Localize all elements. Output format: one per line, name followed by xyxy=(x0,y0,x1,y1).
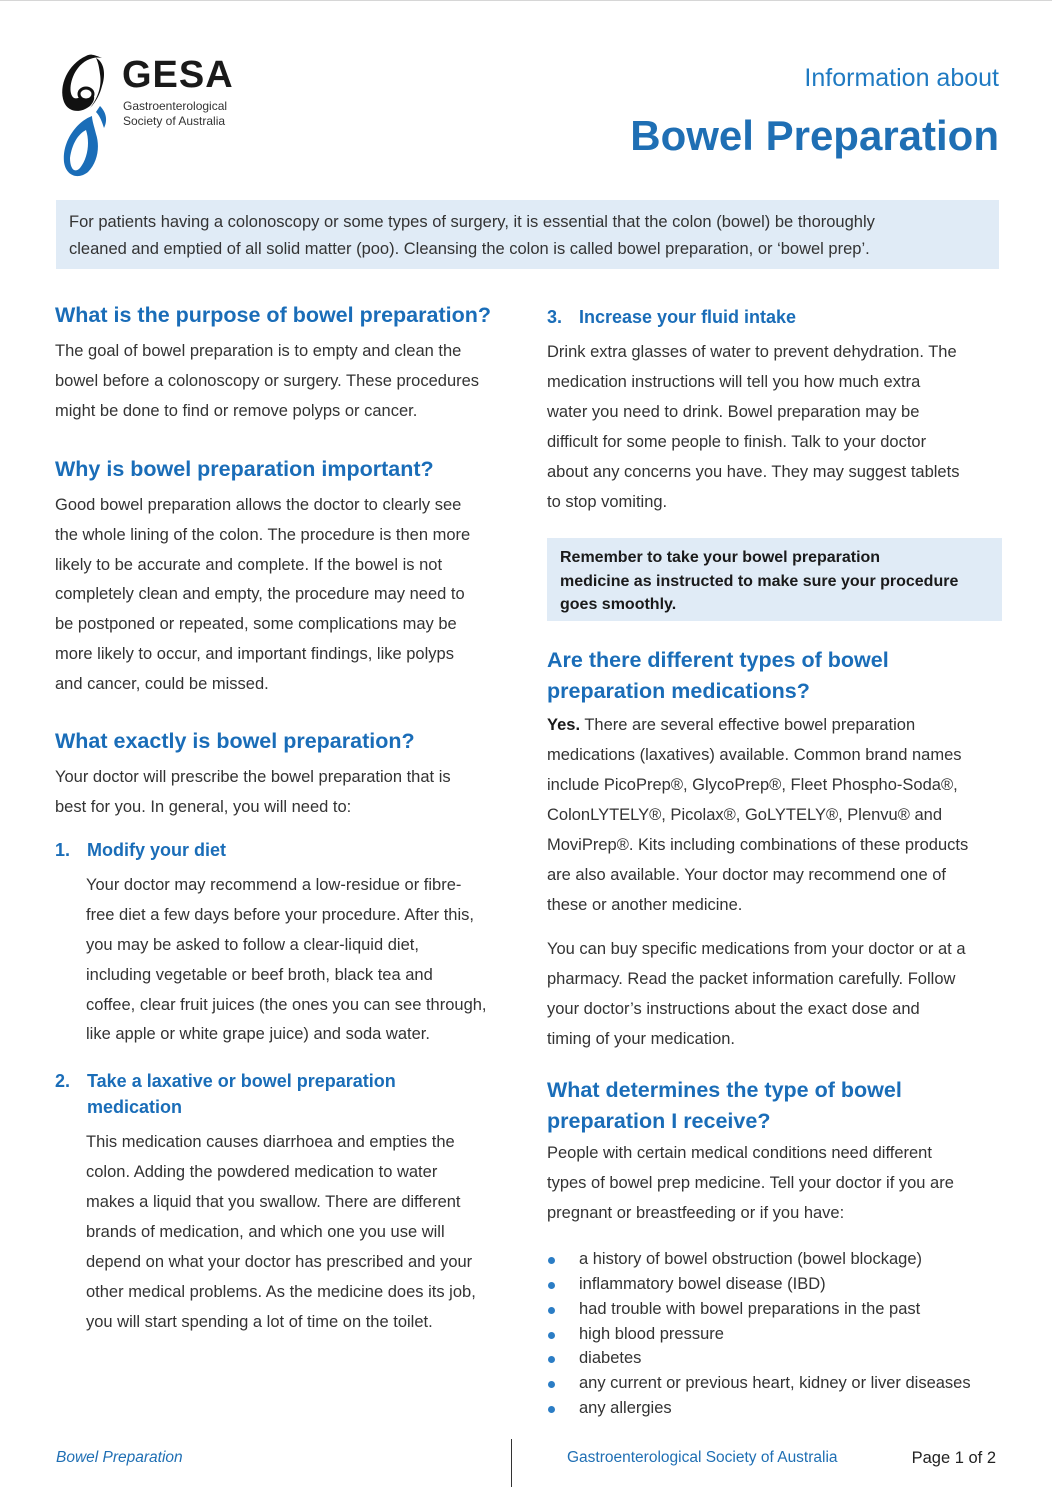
list-item-text: high blood pressure xyxy=(579,1324,724,1343)
text-line: medication instructions will tell you how much extra xyxy=(547,372,921,391)
list-item-text: inflammatory bowel disease (IBD) xyxy=(579,1274,826,1293)
list-item xyxy=(547,1272,1002,1297)
list-item-text: any allergies xyxy=(579,1398,672,1417)
step-2-paragraph xyxy=(55,1128,510,1337)
intro-box xyxy=(56,200,999,269)
section-heading-determines xyxy=(547,1075,1002,1137)
text-line: the whole lining of the colon. The procedure is then more xyxy=(55,525,471,544)
text-line: pharmacy. Read the packet information carefully. Follow xyxy=(547,969,956,988)
list-item-text: a history of bowel obstruction (bowel blockage) xyxy=(579,1250,923,1269)
text-line: about any concerns you have. They may suggest tablets xyxy=(547,462,960,481)
callout-line: medicine as instructed to make sure your procedure xyxy=(560,572,959,590)
step-1-paragraph xyxy=(55,871,510,1050)
section-heading-important: Why is bowel preparation important? xyxy=(55,456,434,481)
step-1-heading xyxy=(55,837,510,863)
text-line: ColonLYTELY®, Picolax®, GoLYTELY®, Plenvu® and xyxy=(547,806,943,825)
logo-sub-line: Gastroenterological xyxy=(123,99,228,113)
conditions-list xyxy=(547,1247,1002,1421)
intro-line: For patients having a colonoscopy or some types of surgery, it is essential that the colon (bowel) be thoroughly xyxy=(69,213,875,231)
text-line: colon. Adding the powdered medication to water xyxy=(86,1163,438,1182)
step-title: Increase your fluid intake xyxy=(579,307,797,327)
text-line: your doctor’s instructions about the exact dose and xyxy=(547,999,920,1018)
purpose-paragraph xyxy=(55,337,510,427)
footer-divider xyxy=(511,1439,512,1487)
logo-name: GESA xyxy=(122,54,234,96)
text-line: free diet a few days before your procedure. After this, xyxy=(86,905,474,924)
bullet-icon xyxy=(548,1257,555,1264)
footer-organization: Gastroenterological Society of Australia xyxy=(567,1449,838,1466)
bullet-icon xyxy=(548,1282,555,1289)
text-line: coffee, clear fruit juices (the ones you can see through, xyxy=(86,995,487,1014)
section-heading-exactly: What exactly is bowel preparation? xyxy=(55,729,415,754)
text-line: water you need to drink. Bowel preparation may be xyxy=(547,402,920,421)
list-item-text: diabetes xyxy=(579,1349,642,1368)
important-paragraph xyxy=(55,491,510,700)
logo-subtitle xyxy=(123,99,227,129)
step-title: Modify your diet xyxy=(87,839,226,860)
text-line: brands of medication, and which one you use will xyxy=(86,1223,445,1242)
types-paragraph xyxy=(547,711,1002,920)
exactly-paragraph xyxy=(55,763,510,823)
text-line: be postponed or repeated, some complications may be xyxy=(55,615,457,634)
gesa-logo-icon xyxy=(56,50,124,182)
left-column xyxy=(55,300,510,1338)
text-line: pregnant or breastfeeding or if you have: xyxy=(547,1204,845,1223)
text-line xyxy=(547,711,1002,741)
callout-line: Remember to take your bowel preparation xyxy=(560,549,881,567)
step-number: 3. xyxy=(547,307,563,327)
text-line: Your doctor will prescribe the bowel preparation that is xyxy=(55,768,451,787)
bullet-icon xyxy=(548,1307,555,1314)
text-line: The goal of bowel preparation is to empty and clean the xyxy=(55,342,462,360)
text-line: People with certain medical conditions need different xyxy=(547,1144,932,1163)
text-line: other medical problems. As the medicine does its job, xyxy=(86,1282,476,1301)
text-line: like apple or white grape juice) and soda water. xyxy=(86,1025,430,1044)
bullet-icon xyxy=(548,1381,555,1388)
list-item xyxy=(547,1346,1002,1371)
text-line: MoviPrep®. Kits including combinations of these products xyxy=(547,836,969,855)
step-2-heading xyxy=(55,1068,510,1120)
right-column xyxy=(547,300,1002,1421)
list-item xyxy=(547,1371,1002,1396)
yes-label: Yes. xyxy=(547,716,581,735)
text-line: these or another medicine. xyxy=(547,895,743,914)
list-item xyxy=(547,1247,1002,1272)
gesa-logo xyxy=(56,50,256,185)
text-line: you will start spending a lot of time on the toilet. xyxy=(86,1312,433,1331)
text-line: best for you. In general, you will need to: xyxy=(55,797,352,816)
heading-line: preparation medications? xyxy=(547,679,810,704)
text-line: difficult for some people to finish. Talk to your doctor xyxy=(547,432,927,451)
text-line: Good bowel preparation allows the doctor to clearly see xyxy=(55,495,462,514)
text-line: Your doctor may recommend a low-residue or fibre- xyxy=(86,875,462,894)
text-span: There are several effective bowel preparation xyxy=(580,716,916,735)
list-item xyxy=(547,1396,1002,1421)
info-about-label: Information about xyxy=(804,64,999,92)
text-line: include PicoPrep®, GlycoPrep®, Fleet Phospho-Soda®, xyxy=(547,776,958,795)
heading-line: What determines the type of bowel xyxy=(547,1078,902,1103)
text-line: depend on what your doctor has prescribed and your xyxy=(86,1252,473,1271)
logo-sub-line: Society of Australia xyxy=(123,114,226,128)
text-line: medications (laxatives) available. Common brand names xyxy=(547,746,962,765)
section-heading-types xyxy=(547,645,1002,707)
page-number: Page 1 of 2 xyxy=(911,1449,996,1467)
list-item xyxy=(547,1322,1002,1347)
page-title: Bowel Preparation xyxy=(630,112,999,159)
text-line: This medication causes diarrhoea and empties the xyxy=(86,1133,455,1152)
text-line: completely clean and empty, the procedure may need to xyxy=(55,585,465,604)
footer-document-title: Bowel Preparation xyxy=(56,1449,183,1466)
text-line: including vegetable or beef broth, black tea and xyxy=(86,965,433,984)
step-title-line: Take a laxative or bowel preparation xyxy=(87,1071,396,1092)
determines-paragraph xyxy=(547,1139,1002,1229)
text-line: timing of your medication. xyxy=(547,1029,736,1048)
heading-line: preparation I receive? xyxy=(547,1109,771,1134)
text-line: you may be asked to follow a clear-liquid diet, xyxy=(86,935,419,954)
text-line: You can buy specific medications from your doctor or at a xyxy=(547,939,966,958)
bullet-icon xyxy=(548,1356,555,1363)
text-line: likely to be accurate and complete. If the bowel is not xyxy=(55,555,443,574)
text-line: might be done to find or remove polyps or cancer. xyxy=(55,401,418,420)
text-line: bowel before a colonoscopy or surgery. These procedures xyxy=(55,371,480,390)
text-line: to stop vomiting. xyxy=(547,492,668,511)
step-3-heading xyxy=(547,304,1002,330)
text-line: more likely to occur, and important findings, like polyps xyxy=(55,645,454,664)
callout-line: goes smoothly. xyxy=(560,596,677,614)
list-item-text: any current or previous heart, kidney or liver diseases xyxy=(579,1374,971,1393)
text-line: and cancer, could be missed. xyxy=(55,675,269,694)
reminder-callout xyxy=(547,538,1002,621)
step-number: 2. xyxy=(55,1071,71,1092)
bullet-icon xyxy=(548,1332,555,1339)
step-3-paragraph xyxy=(547,338,1002,517)
list-item-text: had trouble with bowel preparations in the past xyxy=(579,1299,921,1318)
bullet-icon xyxy=(548,1406,555,1413)
buy-paragraph xyxy=(547,935,1002,1055)
text-line: are also available. Your doctor may recommend one of xyxy=(547,865,946,884)
section-heading-purpose: What is the purpose of bowel preparation? xyxy=(55,303,491,327)
step-number: 1. xyxy=(55,839,71,860)
intro-line: cleaned and emptied of all solid matter (poo). Cleansing the colon is called bowel preparation, or ‘bowel prep’. xyxy=(69,240,870,258)
text-line: Drink extra glasses of water to prevent dehydration. The xyxy=(547,343,957,361)
step-title-line: medication xyxy=(87,1097,183,1118)
heading-line: Are there different types of bowel xyxy=(547,648,889,673)
list-item xyxy=(547,1297,1002,1322)
text-line: types of bowel prep medicine. Tell your doctor if you are xyxy=(547,1174,954,1193)
text-line: makes a liquid that you swallow. There are different xyxy=(86,1193,461,1212)
